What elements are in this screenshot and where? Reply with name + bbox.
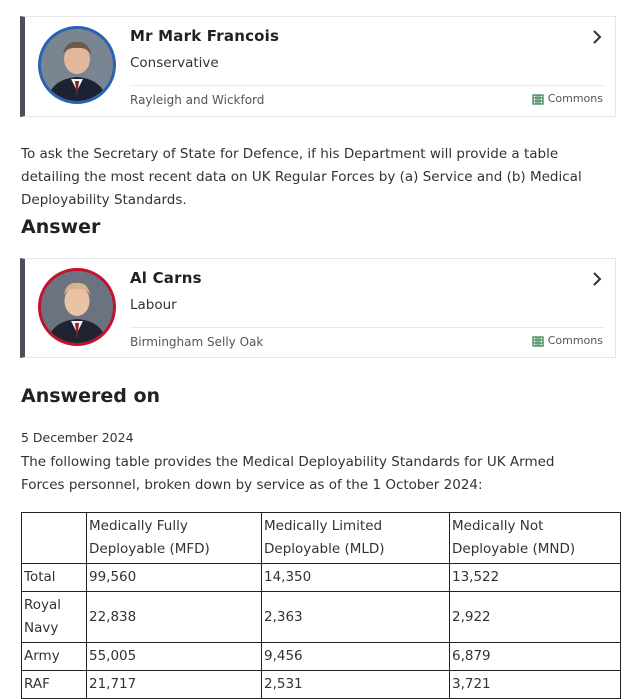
chevron-right-icon[interactable] [591,271,603,287]
card-divider [130,327,605,328]
house-indicator [532,334,603,347]
portcullis-icon [532,93,544,105]
member-name[interactable]: Mr Mark Francois [130,27,280,45]
table-cell: 13,522 [450,564,621,592]
table-cell: 22,838 [87,592,262,643]
table-cell: 2,531 [262,671,450,699]
member-name[interactable]: Al Carns [130,269,202,287]
table-cell: 14,350 [262,564,450,592]
table-row [22,643,621,671]
deployability-table [21,512,621,699]
table-cell: 55,005 [87,643,262,671]
answered-date: 5 December 2024 [21,430,134,445]
table-cell: 2,363 [262,592,450,643]
answer-text: The following table provides the Medical Deployability Standards for UK Armed Forces personnel, broken down by service as of the 1 October 2024: [21,454,555,493]
house-indicator [532,92,603,105]
member-party: Conservative [130,55,219,71]
table-row [22,564,621,592]
table-cell: Army [22,643,87,671]
table-cell: RAF [22,671,87,699]
table-cell: Royal Navy [22,592,87,643]
table-header-cell: Medically Not Deployable (MND) [450,513,621,564]
table-cell: 3,721 [450,671,621,699]
portcullis-icon [532,335,544,347]
table-cell: 2,922 [450,592,621,643]
table-cell: 21,717 [87,671,262,699]
table-header-row [22,513,621,564]
member-party: Labour [130,297,177,313]
table-row [22,592,621,643]
table-cell: Total [22,564,87,592]
member-constituency: Rayleigh and Wickford [130,93,265,107]
table-header-cell: Medically Fully Deployable (MFD) [87,513,262,564]
asked-by-card[interactable] [20,16,616,117]
house-label: Commons [547,334,603,347]
member-constituency: Birmingham Selly Oak [130,335,264,349]
table-cell: 99,560 [87,564,262,592]
member-avatar [38,268,116,346]
table-cell: 6,879 [450,643,621,671]
table-row [22,671,621,699]
member-avatar [38,26,116,104]
answered-by-card[interactable] [20,258,616,358]
table-header-cell: Medically Limited Deployable (MLD) [262,513,450,564]
answer-heading: Answer [21,216,101,238]
table-header-cell [22,513,87,564]
card-divider [130,85,605,86]
table-cell: 9,456 [262,643,450,671]
chevron-right-icon[interactable] [591,29,603,45]
question-text: To ask the Secretary of State for Defence, if his Department will provide a table detailing the most recent data on UK Regular Forces by (a) Service and (b) Medical Deployability Standards. [21,146,582,208]
answered-on-heading: Answered on [21,385,161,407]
house-label: Commons [547,92,603,105]
